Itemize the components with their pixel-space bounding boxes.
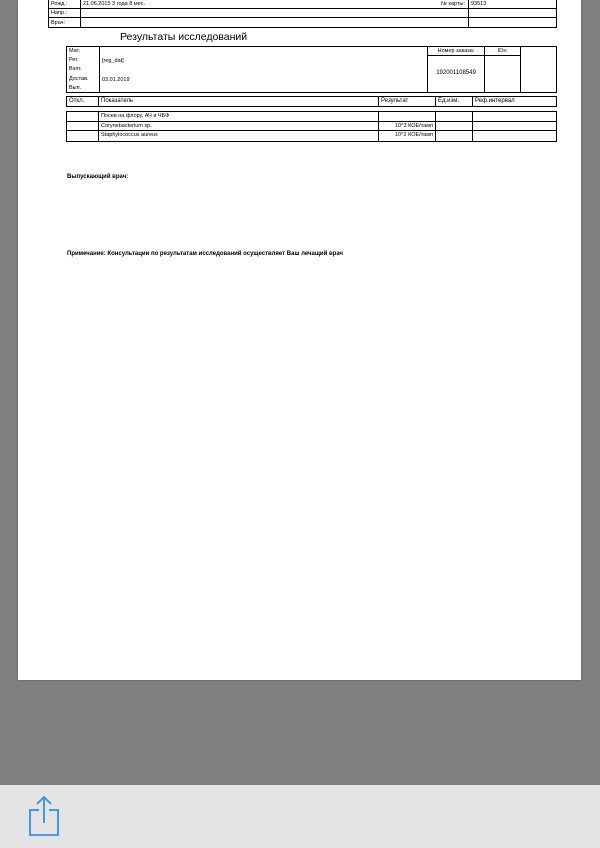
- cell-deviation: [67, 131, 99, 141]
- page-title: Результаты исследований: [120, 31, 248, 43]
- cell-deviation: [67, 112, 99, 121]
- table-row: [67, 112, 556, 122]
- birth-value: 21.06.2015 3 года 8 мес.: [83, 1, 145, 7]
- col-indicator: Показатель: [99, 97, 379, 106]
- issuing-doctor-label: Выпускающий врач:: [67, 174, 129, 180]
- col-unit: Ед.изм.: [436, 97, 473, 106]
- results-table-body: [66, 111, 557, 142]
- order-label-done: Вып.: [69, 84, 82, 91]
- order-info-table: [66, 46, 557, 93]
- card-value: 93513: [468, 0, 556, 8]
- cell-result: [379, 112, 436, 121]
- cell-unit: [436, 112, 473, 121]
- order-number-cell: [427, 47, 484, 92]
- document-page: [18, 0, 581, 680]
- order-values: [101, 47, 427, 92]
- share-button[interactable]: [26, 793, 62, 839]
- cell-reference: [473, 122, 556, 131]
- cell-reference: [473, 112, 556, 121]
- col-result: Результат: [379, 97, 436, 106]
- table-row: [67, 122, 556, 132]
- cell-result: 10^2 КОЕ/тамп: [379, 131, 436, 141]
- table-row: [67, 131, 556, 141]
- bottom-toolbar: [0, 785, 600, 848]
- patient-doctor-row: [49, 18, 556, 27]
- order-label-taken: Взят.: [69, 66, 82, 73]
- cell-unit: [436, 131, 473, 141]
- cell-indicator: Corynebacterium sp.: [99, 122, 379, 131]
- ids-header: IDs:: [485, 47, 520, 56]
- cell-reference: [473, 131, 556, 141]
- cell-deviation: [67, 122, 99, 131]
- doctor-extra: [468, 18, 556, 27]
- cell-indicator: Посев на флору, АЧ и ЧБФ: [99, 112, 379, 121]
- delivery-value: 03.01.2019: [102, 77, 130, 83]
- order-labels: [67, 47, 100, 92]
- cell-indicator: Staphylococcus aureus: [99, 131, 379, 141]
- referral-label: Напр.:: [49, 9, 81, 17]
- order-number-value: 192001108549: [436, 70, 476, 76]
- card-label: № карты:: [441, 1, 465, 7]
- patient-info-table: [48, 0, 557, 28]
- doctor-value: [81, 18, 468, 27]
- order-label-mat: Мат.: [69, 48, 81, 54]
- col-reference: Реф.интервал: [475, 98, 515, 104]
- patient-birth-row: [49, 0, 556, 9]
- cell-result: 10^3 КОЕ/тамп: [379, 122, 436, 131]
- col-deviation: Откл.: [67, 97, 99, 106]
- doctor-label: Врач:: [49, 18, 81, 27]
- results-table-header: [66, 96, 557, 107]
- reg-value: [reg_dat]: [102, 58, 124, 64]
- cell-unit: [436, 122, 473, 131]
- order-label-delivered: Достав.: [69, 75, 89, 82]
- patient-referral-row: [49, 9, 556, 18]
- birth-label: Рожд.:: [49, 0, 81, 8]
- share-icon: [26, 793, 62, 839]
- referral-value: [81, 9, 468, 17]
- ids-cell: [484, 47, 521, 92]
- consultation-note: Примечание: Консультации по результатам исследований осуществляет Ваш лечащий врач: [67, 251, 343, 257]
- order-label-reg: Рег.: [69, 57, 79, 64]
- order-number-header: Номер заказа:: [428, 47, 484, 56]
- referral-extra: [468, 9, 556, 17]
